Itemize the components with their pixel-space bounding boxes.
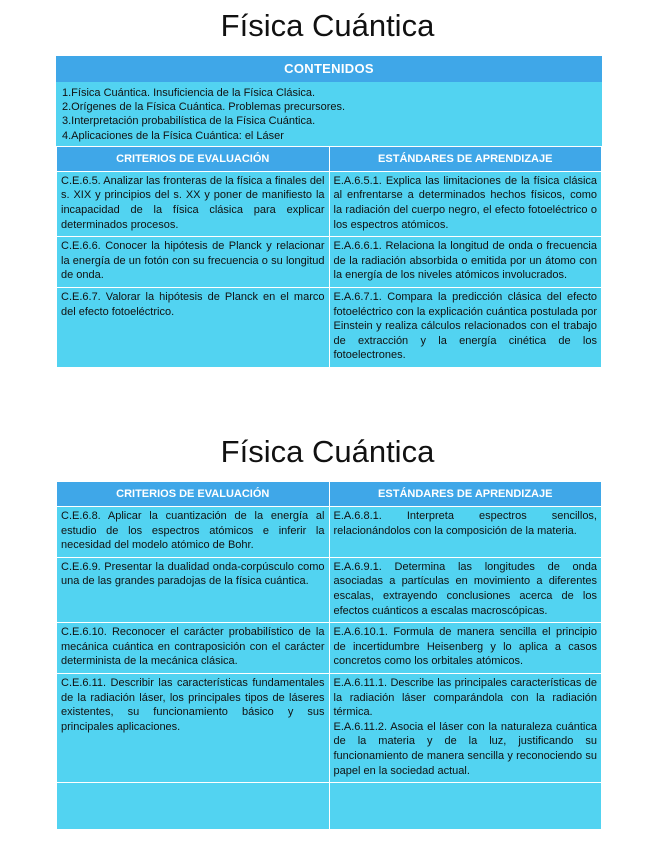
- criterio-cell: C.E.6.5. Analizar las fronteras de la física a finales del s. XIX y principios del s. XX y poner de manifiesto la incapacidad de la física clásica para explicar determinados procesos.: [57, 171, 330, 236]
- page-title: Física Cuántica: [220, 434, 435, 469]
- estandares-header: ESTÁNDARES DE APRENDIZAJE: [329, 482, 602, 507]
- estandar-cell: E.A.6.5.1. Explica las limitaciones de la física clásica al enfrentarse a determinados hechos físicos, como la radiación del cuerpo negro, el efecto fotoeléctrico o los espectros atómicos.: [329, 171, 602, 236]
- criterios-header: CRITERIOS DE EVALUACIÓN: [57, 146, 330, 171]
- table-row: [57, 287, 602, 367]
- contenidos-item: 4.Aplicaciones de la Física Cuántica: el Láser: [62, 129, 284, 142]
- criterio-cell: C.E.6.10. Reconocer el carácter probabilístico de la mecánica cuántica en contraposición con el carácter determinista de la mecánica clásica.: [57, 623, 330, 674]
- estandar-cell: [329, 673, 602, 782]
- empty-cell: [57, 783, 330, 830]
- table-row: [57, 623, 602, 674]
- estandares-header: ESTÁNDARES DE APRENDIZAJE: [329, 146, 602, 171]
- contenidos-item: 3.Interpretación probabilística de la Física Cuántica.: [62, 115, 316, 128]
- estandar-cell: E.A.6.8.1. Interpreta espectros sencillos, relacionándolos con la composición de la materia.: [329, 507, 602, 558]
- criterio-cell: C.E.6.6. Conocer la hipótesis de Planck y relacionar la energía de un fotón con su frecuencia o su longitud de onda.: [57, 237, 330, 288]
- table-row: [57, 557, 602, 622]
- estandar-cell: E.A.6.6.1. Relaciona la longitud de onda o frecuencia de la radiación absorbida o emitida por un átomo con la energía de los niveles atómicos involucrados.: [329, 237, 602, 288]
- estandar-cell: E.A.6.9.1. Determina las longitudes de onda asociadas a partículas en movimiento a diferentes escalas, extrayendo conclusiones acerca de los efectos cuánticos a escalas macroscópicas.: [329, 557, 602, 622]
- page-title: Física Cuántica: [220, 8, 435, 43]
- table-row: [57, 673, 602, 782]
- criterio-cell: C.E.6.9. Presentar la dualidad onda-corpúsculo como una de las grandes paradojas de la física cuántica.: [57, 557, 330, 622]
- criterio-cell: C.E.6.11. Describir las características fundamentales de la radiación láser, los principales tipos de láseres existentes, su funcionamiento básico y sus principales aplicaciones.: [57, 673, 330, 782]
- criteria-table-2: [56, 481, 602, 830]
- estandar-text: E.A.6.11.2. Asocia el láser con la naturaleza cuántica de la materia y de la luz, justificando su funcionamiento de manera sencilla y reconociendo su papel en la sociedad actual.: [333, 720, 597, 777]
- estandar-text: E.A.6.11.1. Describe las principales características de la radiación láser comparándola con la radiación térmica.: [333, 676, 597, 719]
- contenidos-header: CONTENIDOS: [56, 56, 602, 82]
- table-row: [57, 171, 602, 236]
- criterios-header: CRITERIOS DE EVALUACIÓN: [57, 482, 330, 507]
- contenidos-item: 1.Física Cuántica. Insuficiencia de la Física Clásica.: [62, 87, 316, 99]
- criteria-table-1: [56, 146, 602, 368]
- table-row: [57, 507, 602, 558]
- content-block-1: [56, 56, 602, 368]
- criterio-cell: C.E.6.7. Valorar la hipótesis de Planck en el marco del efecto fotoeléctrico.: [57, 287, 330, 367]
- empty-row: [57, 783, 602, 830]
- criterio-cell: C.E.6.8. Aplicar la cuantización de la energía al estudio de los espectros atómicos e inferir la necesidad del modelo atómico de Bohr.: [57, 507, 330, 558]
- table-header-row: [57, 482, 602, 507]
- content-block-2: [56, 481, 602, 830]
- empty-cell: [329, 783, 602, 830]
- estandar-cell: E.A.6.10.1. Formula de manera sencilla el principio de incertidumbre Heisenberg y lo aplica a casos concretos como los orbitales atómicos.: [329, 623, 602, 674]
- estandar-cell: E.A.6.7.1. Compara la predicción clásica del efecto fotoeléctrico con la explicación cuántica postulada por Einstein y realiza cálculos relacionados con el trabajo de extracción y la energía cinética de los fotoelectrones.: [329, 287, 602, 367]
- contenidos-item: 2.Orígenes de la Física Cuántica. Problemas precursores.: [62, 101, 346, 114]
- table-row: [57, 237, 602, 288]
- contenidos-list: [56, 82, 602, 146]
- table-header-row: [57, 146, 602, 171]
